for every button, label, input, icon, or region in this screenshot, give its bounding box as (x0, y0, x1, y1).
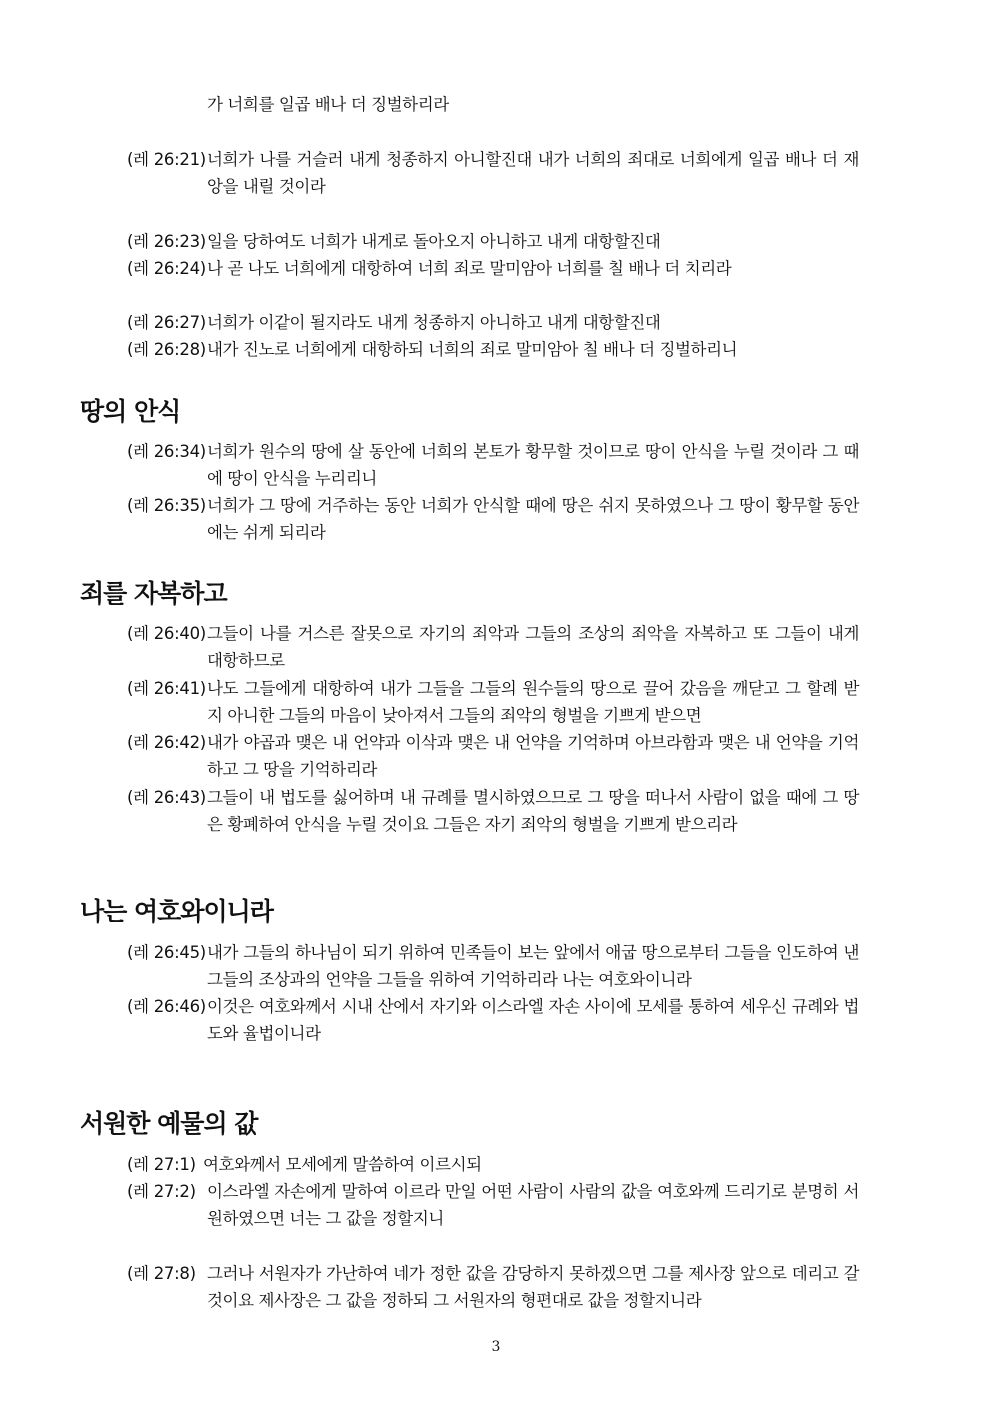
verse-ref: (레 27:2) (127, 1182, 196, 1201)
verse (127, 1260, 859, 1314)
verse-text: 너희가 이같이 될지라도 내게 청종하지 아니하고 내게 대항할진대 (207, 313, 661, 332)
verse-text: 너희가 나를 거슬러 내게 청종하지 아니할진대 내가 너희의 죄대로 너희에게 일곱 배나 더 재앙을 내릴 것이라 (207, 150, 859, 196)
verse-ref: (레 26:46) (127, 997, 206, 1016)
verse-text: 이것은 여호와께서 시내 산에서 자기와 이스라엘 자손 사이에 모세를 통하여 세우신 규례와 법도와 율법이니라 (207, 997, 859, 1043)
verse (127, 146, 859, 200)
verse (127, 255, 859, 282)
verse-text: 나 곧 나도 너희에게 대항하여 너희 죄로 말미암아 너희를 칠 배나 더 치리라 (207, 259, 732, 278)
verse-ref: (레 26:21) (127, 150, 206, 169)
verse-ref: (레 26:24) (127, 259, 206, 278)
section-heading: 죄를 자복하고 (80, 579, 227, 608)
verse-ref: (레 26:34) (127, 442, 206, 461)
verse (127, 939, 859, 993)
verse-ref: (레 26:40) (127, 624, 206, 643)
section-heading: 땅의 안식 (80, 397, 181, 426)
verse-text: 내가 그들의 하나님이 되기 위하여 민족들이 보는 앞에서 애굽 땅으로부터 그들을 인도하여 낸 그들의 조상과의 언약을 그들을 위하여 기억하리라 나는 여호와이니라 (207, 943, 859, 989)
verse-text: 내가 야곱과 맺은 내 언약과 이삭과 맺은 내 언약을 기억하며 아브라함과 맺은 내 언약을 기억하고 그 땅을 기억하리라 (207, 733, 859, 779)
verse-text: 가 너희를 일곱 배나 더 징벌하리라 (207, 95, 449, 114)
verse-text: 여호와께서 모세에게 말씀하여 이르시되 (203, 1155, 482, 1174)
verse (127, 993, 859, 1047)
verse-ref: (레 26:43) (127, 788, 206, 807)
verse (127, 309, 859, 336)
verse-text: 그들이 내 법도를 싫어하며 내 규례를 멸시하였으므로 그 땅을 떠나서 사람이 없을 때에 그 땅은 황폐하여 안식을 누릴 것이요 그들은 자기 죄악의 형벌을 기쁘게 받으리라 (207, 788, 859, 834)
verse-ref: (레 27:1) (127, 1155, 196, 1174)
verse (127, 620, 859, 674)
verse (127, 729, 859, 783)
verse-ref: (레 26:28) (127, 340, 206, 359)
verse-text: 그들이 나를 거스른 잘못으로 자기의 죄악과 그들의 조상의 죄악을 자복하고 또 그들이 내게 대항하므로 (207, 624, 859, 670)
verse-text: 그러나 서원자가 가난하여 네가 정한 값을 감당하지 못하겠으면 그를 제사장 앞으로 데리고 갈 것이요 제사장은 그 값을 정하되 그 서원자의 형편대로 값을 정할지니라 (207, 1264, 859, 1310)
verse-ref: (레 26:23) (127, 232, 206, 251)
verse-text: 나도 그들에게 대항하여 내가 그들을 그들의 원수들의 땅으로 끌어 갔음을 깨닫고 그 할례 받지 아니한 그들의 마음이 낮아져서 그들의 죄악의 형벌을 기쁘게 받으면 (207, 679, 859, 725)
verse-ref: (레 27:8) (127, 1264, 196, 1283)
verse (127, 492, 859, 546)
section-heading: 나는 여호와이니라 (80, 897, 273, 926)
verse-text: 일을 당하여도 너희가 내게로 돌아오지 아니하고 내게 대항할진대 (207, 232, 661, 251)
verse (127, 336, 859, 363)
verse (127, 675, 859, 729)
verse (127, 1151, 859, 1178)
verse-ref: (레 26:45) (127, 943, 206, 962)
verse-ref: (레 26:27) (127, 313, 206, 332)
verse-ref: (레 26:41) (127, 679, 206, 698)
verse-text: 이스라엘 자손에게 말하여 이르라 만일 어떤 사람이 사람의 값을 여호와께 드리기로 분명히 서원하였으면 너는 그 값을 정할지니 (207, 1182, 859, 1228)
verse (127, 228, 859, 255)
verse (127, 784, 859, 838)
section-heading: 서원한 예물의 값 (80, 1109, 258, 1138)
verse (127, 1178, 859, 1232)
verse-continuation (127, 91, 859, 118)
verse-text: 내가 진노로 너희에게 대항하되 너희의 죄로 말미암아 칠 배나 더 징벌하리니 (207, 340, 738, 359)
verse-ref: (레 26:42) (127, 733, 206, 752)
verse-text: 너희가 그 땅에 거주하는 동안 너희가 안식할 때에 땅은 쉬지 못하였으나 그 땅이 황무할 동안에는 쉬게 되리라 (207, 496, 859, 542)
verse-ref: (레 26:35) (127, 496, 206, 515)
verse (127, 438, 859, 492)
page-number: 3 (491, 1339, 501, 1355)
verse-text: 너희가 원수의 땅에 살 동안에 너희의 본토가 황무할 것이므로 땅이 안식을 누릴 것이라 그 때에 땅이 안식을 누리리니 (207, 442, 859, 488)
